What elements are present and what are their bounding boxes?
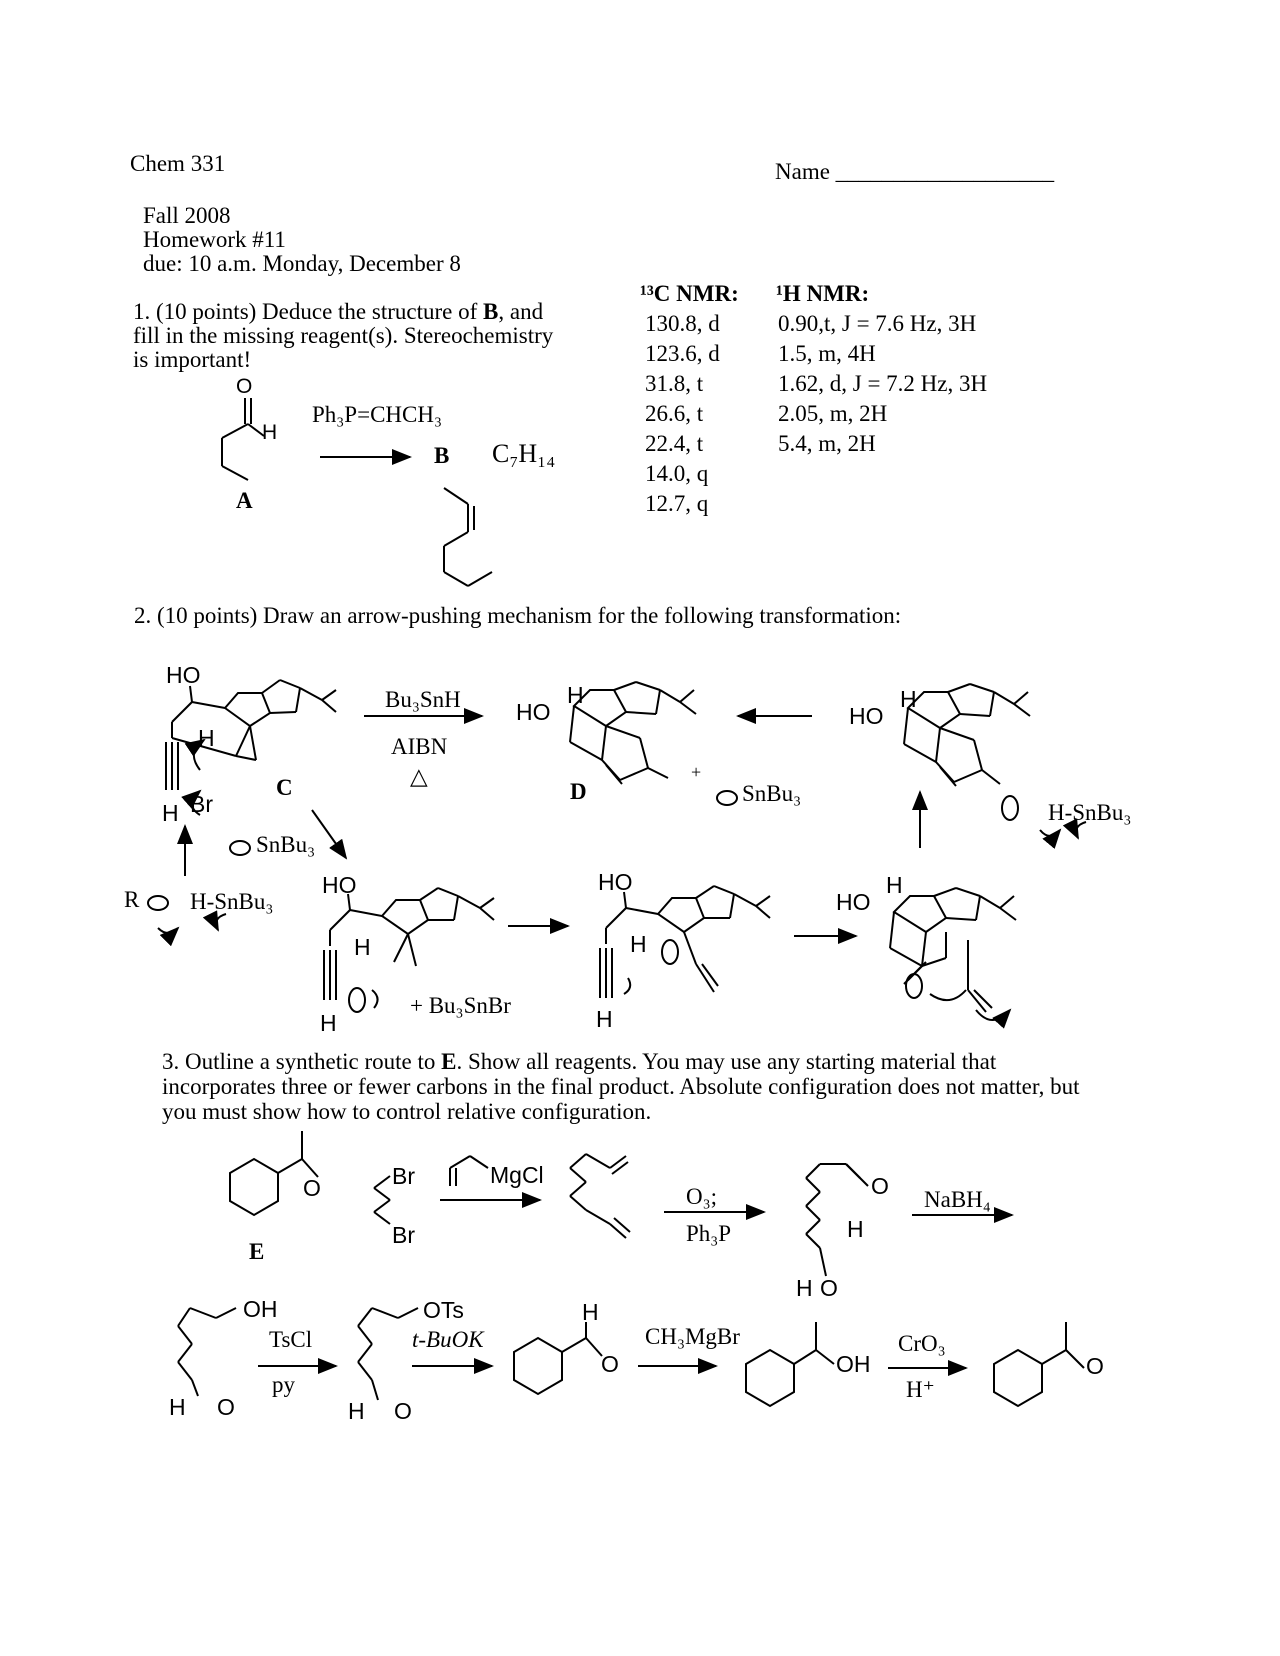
formula-B: C₇H₁₄ (492, 439, 556, 468)
compound-radical-right (904, 684, 1086, 838)
h1-nmr-entry: 1.5, m, 4H (778, 341, 876, 366)
q3-br-top: Br (392, 1163, 415, 1189)
h1-nmr-entry: 1.62, d, J = 7.2 Hz, 3H (778, 371, 988, 396)
q3-h-3: H (582, 1299, 599, 1325)
diene (570, 1154, 630, 1238)
q3-nabh4: NaBH₄ (924, 1187, 991, 1212)
q1-atom-O: O (236, 375, 253, 398)
q2-atom-H-D: H (567, 682, 584, 708)
q1-line2: fill in the missing reagent(s). Stereochemistry (133, 323, 554, 348)
q2-atom-H-right: H (900, 686, 917, 712)
q2-atom-HO-D: HO (516, 699, 551, 725)
snbu3-radical-1: SnBu₃ (742, 781, 802, 806)
q2-atom-H-row2a: H (354, 934, 371, 960)
compound-row2-a (324, 888, 494, 1012)
q3-O-E: O (303, 1175, 321, 1201)
dibromide (374, 1176, 390, 1224)
q3-h-2: H (348, 1398, 365, 1424)
c13-nmr-title: ¹³C NMR: (640, 281, 739, 306)
compound-row2-c (890, 888, 1016, 1020)
compound-row2-b (600, 886, 770, 998)
label-A: A (236, 488, 253, 513)
term: Fall 2008 (143, 203, 231, 228)
snbu3-radical-2: SnBu₃ (256, 832, 316, 857)
hydroxy-aldehyde (178, 1308, 236, 1396)
plus-D: + (691, 762, 702, 782)
q3-dialdehyde-O1: O (871, 1173, 889, 1199)
q3-oh-1: OH (243, 1296, 278, 1322)
compound-E (230, 1131, 318, 1215)
q2-atom-HO-row2b: HO (598, 869, 633, 895)
q2-atom-HO-row2a: HO (322, 872, 357, 898)
q2-atom-H-C: H (198, 725, 215, 751)
radical-R (148, 896, 168, 910)
q3-tscl: TsCl (269, 1327, 313, 1352)
c13-nmr-entry: 130.8, d (645, 311, 720, 336)
q2-atom-H-row2a-alkyne: H (320, 1010, 337, 1036)
q2-atom-HO-row2c: HO (836, 889, 871, 915)
molecule-A (222, 398, 264, 480)
homework-number: Homework #11 (143, 227, 286, 252)
q3-mgcl: MgCl (490, 1162, 544, 1188)
q3-dialdehyde-H2: H (796, 1275, 813, 1301)
q3-o-2: O (394, 1398, 412, 1424)
final-ketone (994, 1322, 1084, 1406)
secondary-alcohol (746, 1322, 834, 1406)
compound-C (166, 680, 336, 815)
label-E: E (249, 1239, 265, 1264)
q3-dialdehyde-H1: H (847, 1216, 864, 1242)
c13-nmr-entry: 26.6, t (645, 401, 704, 426)
q3-dialdehyde-O2: O (820, 1275, 838, 1301)
q2-atom-H-row2c: H (886, 872, 903, 898)
q3-ots: OTs (423, 1297, 464, 1323)
molecule-B (444, 488, 492, 586)
label-B: B (434, 443, 450, 468)
q3-tbuok: t-BuOK (412, 1327, 484, 1352)
q2-atom-H-row2b: H (630, 931, 647, 957)
compound-D (570, 682, 696, 784)
q1-atom-H: H (262, 421, 278, 444)
cyclohexane-aldehyde (514, 1322, 602, 1394)
q3-br-bottom: Br (392, 1222, 415, 1248)
q2-atom-H-row2b-alkyne: H (596, 1006, 613, 1032)
h1-nmr-title: ¹H NMR: (776, 281, 870, 306)
c13-nmr-entry: 12.7, q (645, 491, 709, 516)
q2-atom-HO-C: HO (166, 662, 201, 688)
c13-nmr-entry: 123.6, d (645, 341, 720, 366)
q1-line1: 1. (10 points) Deduce the structure of B, and (133, 299, 544, 324)
q3-line3: you must show how to control relative configuration. (162, 1099, 652, 1124)
reagent-heat: △ (410, 764, 428, 789)
h1-nmr-entry: 0.90,t, J = 7.6 Hz, 3H (778, 311, 977, 336)
q3-py: py (272, 1372, 295, 1397)
r-radical-label: R (124, 887, 140, 912)
q3-o-3: O (601, 1351, 619, 1377)
c13-nmr-entry: 31.8, t (645, 371, 704, 396)
allyl-grignard (450, 1156, 488, 1186)
due-date: due: 10 a.m. Monday, December 8 (143, 251, 461, 276)
radical-snbu3-2 (230, 841, 250, 855)
q2-atom-Br: Br (190, 791, 213, 817)
q3-ch3mgbr: CH₃MgBr (645, 1324, 740, 1349)
q3-line1: 3. Outline a synthetic route to E. Show all reagents. You may use any starting material that (162, 1049, 997, 1074)
q3-h-1: H (169, 1394, 186, 1420)
h1-nmr-entry: 5.4, m, 2H (778, 431, 876, 456)
label-D: D (570, 779, 587, 804)
label-C: C (276, 775, 293, 800)
dialdehyde (806, 1164, 868, 1276)
q1-line3: is important! (133, 347, 252, 372)
wittig-reagent: Ph₃P=CHCH₃ (312, 402, 442, 427)
q2-atom-H-alkyne: H (162, 800, 179, 826)
radical-snbu3-1 (717, 791, 737, 805)
q3-ph3p: Ph₃P (686, 1221, 732, 1246)
bu3snbr: + Bu₃SnBr (410, 993, 511, 1018)
q3-line2: incorporates three or fewer carbons in the final product. Absolute configuration does not matter, but (162, 1074, 1080, 1099)
c13-nmr-entry: 14.0, q (645, 461, 709, 486)
q3-oh-2: OH (836, 1351, 871, 1377)
hsnbu3-left: H-SnBu₃ (190, 889, 274, 914)
c13-nmr-entry: 22.4, t (645, 431, 704, 456)
tosylate (358, 1308, 418, 1400)
reagent-aibn: AIBN (391, 734, 448, 759)
h1-nmr-entry: 2.05, m, 2H (778, 401, 888, 426)
q2-arrow-diagonal (312, 810, 346, 858)
q2-atom-HO-right: HO (849, 703, 884, 729)
q3-hplus: H⁺ (906, 1377, 935, 1402)
name-field-label: Name ___________________ (775, 159, 1055, 184)
q2-text: 2. (10 points) Draw an arrow-pushing mechanism for the following transformation: (134, 603, 902, 628)
q3-o-1: O (217, 1394, 235, 1420)
hsnbu3-right: H-SnBu₃ (1048, 800, 1132, 825)
q3-o3: O₃; (686, 1184, 718, 1209)
q3-cro3: CrO₃ (898, 1331, 946, 1356)
course-title: Chem 331 (130, 151, 226, 176)
q3-o-final: O (1086, 1353, 1104, 1379)
reagent-bu3snh: Bu₃SnH (385, 687, 461, 712)
